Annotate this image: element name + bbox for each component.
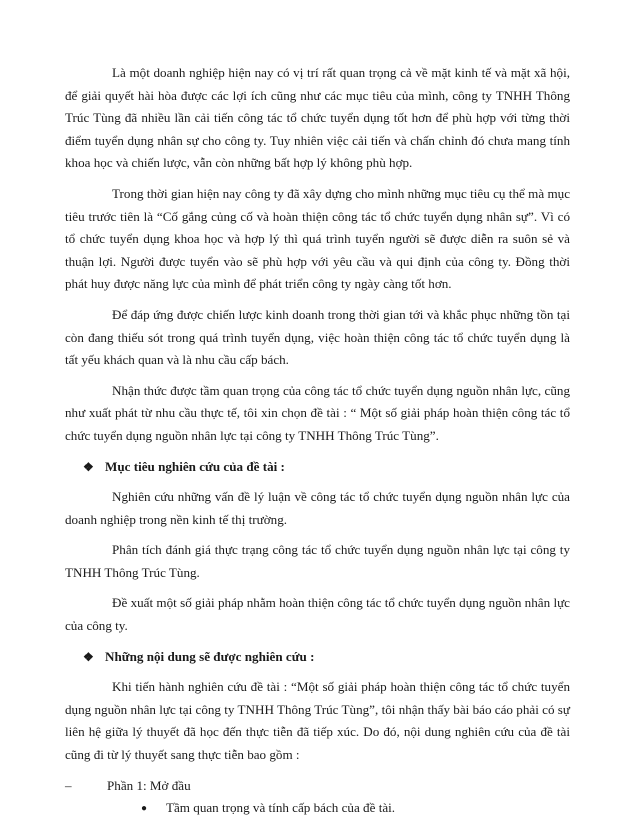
list-item	[141, 797, 570, 820]
paragraph-contents: Khi tiến hành nghiên cứu đề tài : “Một số giải pháp hoàn thiện công tác tổ chức tuyển dụng nguồn nhân lực tại công ty TNHH Thông Trúc Tùng”, tôi nhận thấy bài báo cáo phải có sự liên hệ giữa lý thuyết đã học đến thực tiễn đã tiếp xúc. Do đó, nội dung nghiên cứu của đề tài cũng đi từ lý thuyết sang thực tiễn bao gồm :	[65, 679, 570, 763]
paragraph-intro-4: Nhận thức được tầm quan trọng của công tác tổ chức tuyển dụng nguồn nhân lực, cũng như xuất phát từ nhu cầu thực tế, tôi xin chọn đề tài : “ Một số giải pháp hoàn thiện công tác tổ chức tuyển dụng nguồn nhân lực tại công ty TNHH Thông Trúc Tùng”.	[65, 382, 570, 443]
section-title: Mục tiêu nghiên cứu của đề tài :	[105, 458, 285, 474]
paragraph-intro-3: Để đáp ứng được chiến lược kinh doanh trong thời gian tới và khắc phục những tồn tại còn đang thiếu sót trong quá trình tuyển dụng, việc hoàn thiện công tác tổ chức tuyển dụng là tất yếu khách quan và là nhu cầu cấp bách.	[65, 306, 570, 368]
bullet-dot-icon: ●	[141, 802, 148, 814]
paragraph-objective-2: Phân tích đánh giá thực trạng công tác tổ chức tuyển dụng nguồn nhân lực tại công ty TNHH Thông Trúc Tùng.	[65, 542, 570, 580]
list-item-label: Phần 1: Mở đầu	[107, 777, 191, 793]
paragraph-objective-1: Nghiên cứu những vấn đề lý luận về công tác tổ chức tuyển dụng nguồn nhân lực của doanh nghiệp trong nền kinh tế thị trường.	[65, 489, 570, 527]
paragraph-intro-2: Trong thời gian hiện nay công ty đã xây dựng cho mình những mục tiêu cụ thể mà mục tiêu trước tiên là “Cố gắng củng cố và hoàn thiện công tác tổ chức tuyển dụng nhân sự”. Vì có tổ chức tuyển dụng khoa học và hợp lý thì quá trình tuyển người sẽ được diễn ra suôn sẻ và thuận lợi. Người được tuyển vào sẽ phù hợp với yêu cầu và qui định của công ty. Đồng thời phát huy được năng lực của mình để phát triển công ty ngày càng tốt hơn.	[65, 185, 570, 292]
section-title: Những nội dung sẽ được nghiên cứu :	[105, 648, 315, 664]
paragraph-objective-3: Đề xuất một số giải pháp nhằm hoàn thiện công tác tổ chức tuyển dụng nguồn nhân lực của công ty.	[65, 595, 570, 634]
section-heading-contents	[83, 646, 570, 669]
diamond-bullet-icon: ❖	[83, 459, 94, 474]
paragraph-intro-1: Là một doanh nghiệp hiện nay có vị trí rất quan trọng cả về mặt kinh tế và mặt xã hội, để giải quyết hài hòa được các lợi ích cũng như các mục tiêu của mình, công ty TNHH Thông Trúc Tùng đã nhiều lần cải tiến công tác tổ chức tuyển dụng tốt hơn để phù hợp với từng thời điểm tuyển dụng nhân sự cho công ty. Tuy nhiên việc cải tiến và chấn chỉnh đó chưa mang tính khoa học và chiến lược, vẫn còn những bất hợp lý không phù hợp.	[65, 65, 570, 171]
dash-icon: –	[65, 777, 72, 793]
list-item	[65, 775, 570, 797]
diamond-bullet-icon: ❖	[83, 649, 94, 664]
list-item-label: Tầm quan trọng và tính cấp bách của đề tài.	[166, 799, 396, 815]
section-heading-objectives	[83, 456, 570, 479]
